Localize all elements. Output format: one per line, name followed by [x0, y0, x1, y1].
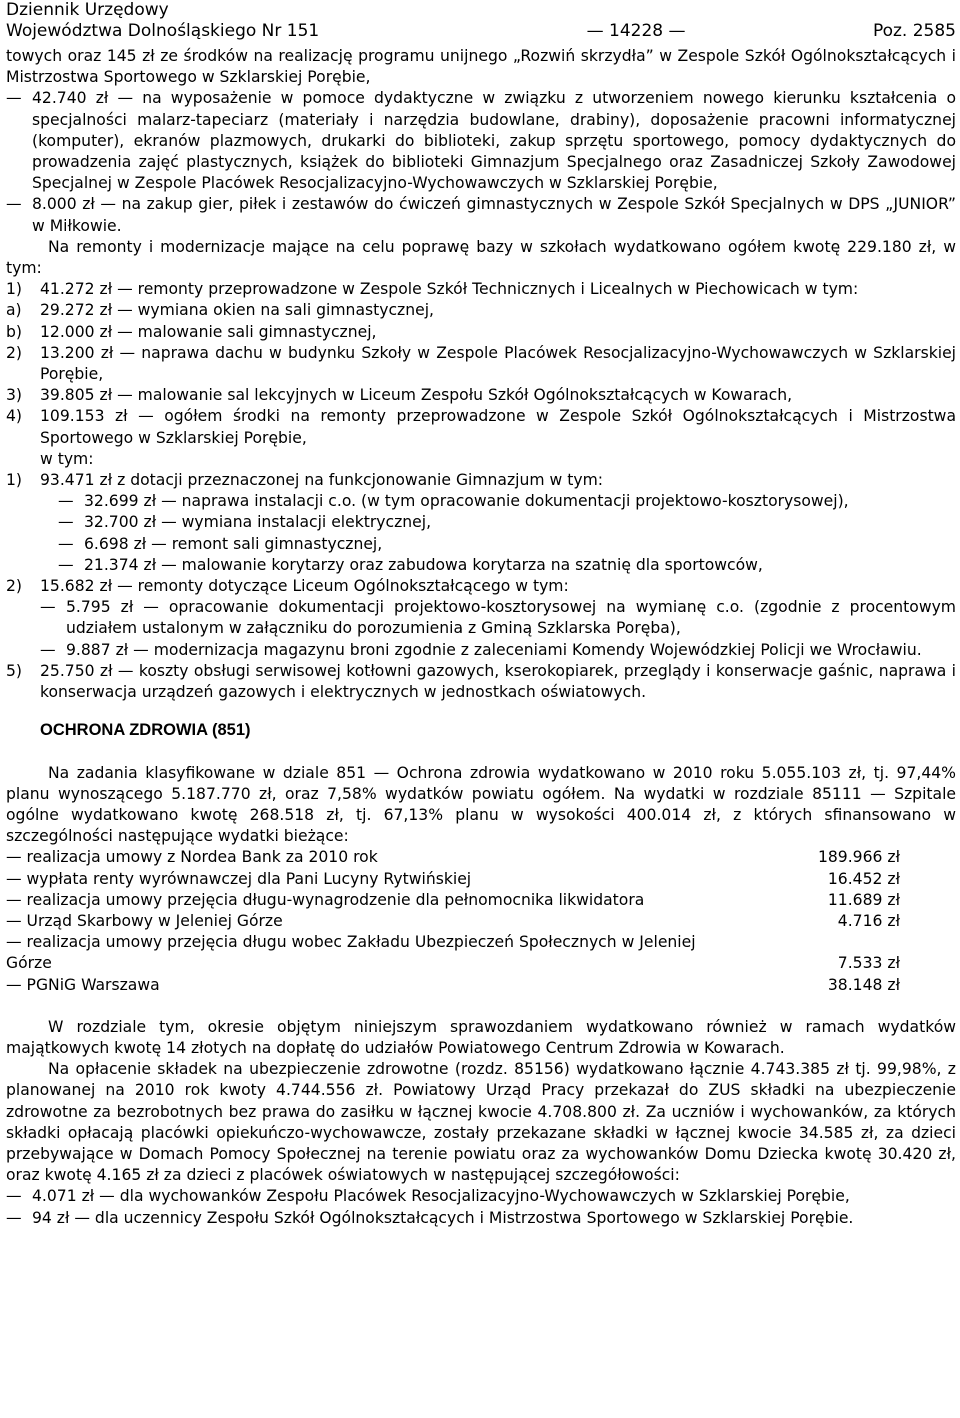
section-heading: OCHRONA ZDROWIA (851) — [40, 721, 251, 740]
paragraph: w tym: — [40, 449, 94, 468]
dash-marker: — — [58, 555, 74, 574]
dash-marker: — — [58, 513, 74, 532]
list-item — [58, 534, 956, 555]
paragraph: Na opłacenie składek na ubezpieczenie zdrowotne (rozdz. 85156) wydatkowano łącznie 4.743.385 zł tj. 99,98%, z planowanej na 2010 rok kwoty 4.744.556 zł. Powiatowy Urząd Pracy przekazał do ZUS składki na ubezpieczenie zdrowotne za bezrobotnych bez prawa do zasiłku w łącznej kwocie 4.708.800 zł. Za uczniów i wychowanków, za których składki opłacają placówki opiekuńczo-wychowawcze, zostały przekazane składki w łącznej kwocie 34.585 zł, za dzieci przebywające w Domach Pomocy Społecznej na terenie powiatu oraz za wychowanków Domu Dziecka kwotę 30.420 zł, oraz kwotę 4.165 zł za dzieci z placówek oświatowych w następującej szczegółowości: — [6, 1060, 956, 1185]
expense-label: — PGNiG Warszawa — [6, 975, 160, 994]
item-letter: b) — [6, 322, 22, 341]
table-row — [6, 847, 956, 868]
list-item-text: 94 zł — dla uczennicy Zespołu Szkół Ogólnokształcących i Mistrzostwa Sportowego w Szklarskiej Porębie. — [32, 1208, 854, 1227]
dash-marker: — — [6, 1187, 22, 1206]
item-number: 4) — [6, 407, 23, 426]
item-text: 12.000 zł — malowanie sali gimnastycznej, — [40, 322, 377, 341]
position-number: Poz. 2585 — [872, 21, 956, 41]
table-row — [6, 911, 956, 932]
numbered-item — [6, 470, 956, 491]
document-body — [6, 46, 956, 1229]
dash-marker: — — [58, 492, 74, 511]
list-item-text: 32.699 zł — naprawa instalacji c.o. (w tym opracowanie dokumentacji projektowo-kosztorysowej), — [84, 492, 849, 511]
expense-amount: 4.716 zł — [837, 911, 900, 930]
item-text: 39.805 zł — malowanie sal lekcyjnych w Liceum Zespołu Szkół Ogólnokształcących w Kowarach, — [40, 386, 793, 405]
item-letter: a) — [6, 301, 22, 320]
numbered-item — [6, 343, 956, 385]
list-item-text: 8.000 zł — na zakup gier, piłek i zestawów do ćwiczeń gimnastycznych w Zespole Szkół Specjalnych w DPS „JUNIOR” w Miłkowie. — [32, 195, 956, 235]
expense-label: — Urząd Skarbowy w Jeleniej Górze — [6, 911, 283, 930]
item-number: 1) — [6, 471, 23, 490]
item-number: 3) — [6, 386, 23, 405]
numbered-item — [6, 279, 956, 300]
item-text: 15.682 zł — remonty dotyczące Liceum Ogólnokształcącego w tym: — [40, 577, 569, 596]
dash-marker: — — [40, 640, 56, 659]
list-item — [40, 597, 956, 639]
dash-marker: — — [40, 598, 56, 617]
paragraph: W rozdziale tym, okresie objętym niniejszym sprawozdaniem wydatkowano również w ramach wydatków majątkowych kwotę 14 złotych na dopłatę do udziałów Powiatowego Centrum Zdrowia w Kowarach. — [6, 1017, 956, 1057]
table-row — [6, 869, 956, 890]
list-item — [58, 555, 956, 576]
numbered-item — [6, 300, 956, 321]
page-number: — 14228 — — [586, 21, 686, 41]
dash-marker: — — [6, 89, 22, 108]
item-text: 29.272 zł — wymiana okien na sali gimnastycznej, — [40, 301, 434, 320]
expense-label: — realizacja umowy przejęcia długu wobec Zakładu Ubezpieczeń Społecznych w Jeleniej Górze — [6, 933, 696, 973]
list-item-text: 6.698 zł — remont sali gimnastycznej, — [84, 534, 383, 553]
list-item-text: 42.740 zł — na wyposażenie w pomoce dydaktyczne w związku z utworzeniem nowego kierunku kształcenia o specjalności malarz-tapeciarz (materiały i narzędzia budowlane, drabiny), doposażenie pracowni informatycznej (komputer), ekranów plazmowych, drukarki do biblioteki, zakup sprzętu sportowego, pomocy dydaktycznych do prowadzenia zajęć plastycznych, książek do biblioteki Gimnazjum Specjalnego oraz Zasadniczej Szkoły Zawodowej Specjalnej w Zespole Placówek Resocjalizacyjno-Wychowawczych w Szklarskiej Porębie, — [32, 89, 956, 193]
item-number: 1) — [6, 280, 23, 299]
list-item-text: 32.700 zł — wymiana instalacji elektrycznej, — [84, 513, 432, 532]
list-item — [58, 512, 956, 533]
table-row — [6, 932, 956, 974]
journal-title: Dziennik Urzędowy — [6, 0, 169, 20]
list-item — [6, 194, 956, 236]
dash-marker: — — [6, 1208, 22, 1227]
dash-marker: — — [6, 195, 22, 214]
table-row — [6, 975, 956, 996]
numbered-item — [6, 406, 956, 448]
paragraph: Na remonty i modernizacje mające na celu poprawę bazy w szkołach wydatkowano ogółem kwotę 229.180 zł, w tym: — [6, 237, 956, 278]
paragraph: towych oraz 145 zł ze środków na realizację programu unijnego „Rozwiń skrzydła” w Zespole Szkół Ogólnokształcących i Mistrzostwa Sportowego w Szklarskiej Porębie, — [6, 47, 956, 87]
dash-marker: — — [58, 534, 74, 553]
numbered-item — [6, 661, 956, 703]
expense-amount: 16.452 zł — [827, 869, 900, 888]
item-number: 5) — [6, 661, 23, 680]
numbered-item — [6, 576, 956, 597]
item-text: 109.153 zł — ogółem środki na remonty przeprowadzone w Zespole Szkół Ogólnokształcących i Mistrzostwa Sportowego w Szklarskiej Porębie, — [40, 407, 956, 447]
expense-amount: 11.689 zł — [827, 890, 900, 909]
item-number: 2) — [6, 343, 23, 362]
list-item-text: 21.374 zł — malowanie korytarzy oraz zabudowa korytarza na szatnię dla sportowców, — [84, 555, 763, 574]
list-item-text: 9.887 zł — modernizacja magazynu broni zgodnie z zaleceniami Komendy Wojewódzkiej Policji we Wrocławiu. — [66, 640, 922, 659]
expense-label: — realizacja umowy z Nordea Bank za 2010 rok — [6, 848, 378, 867]
list-item — [40, 640, 956, 661]
list-item — [58, 491, 956, 512]
paragraph: Na zadania klasyfikowane w dziale 851 — Ochrona zdrowia wydatkowano w 2010 roku 5.055.103 zł, tj. 97,44% planu wynoszącego 5.187.770 zł, oraz 7,58% wydatków powiatu ogółem. Na wydatki w rozdziale 85111 — Szpitale ogólne wydatkowano kwotę 268.518 zł, tj. 67,13% planu w wysokości 400.014 zł, z których sfinansowano w szczególności następujące wydatki bieżące: — [6, 763, 956, 846]
item-text: 41.272 zł — remonty przeprowadzone w Zespole Szkół Technicznych i Licealnych w Piechowicach w tym: — [40, 280, 859, 299]
list-item — [6, 1208, 956, 1229]
numbered-item — [6, 385, 956, 406]
page-header — [6, 0, 956, 42]
list-item-text: 5.795 zł — opracowanie dokumentacji projektowo-kosztorysowej na wymianę c.o. (zgodnie z procentowym udziałem ustalonym w załączniku do porozumienia z Gminą Szklarska Poręba), — [66, 598, 956, 638]
list-item — [6, 88, 956, 194]
table-row — [6, 890, 956, 911]
header-row — [6, 21, 956, 42]
item-text: 13.200 zł — naprawa dachu w budynku Szkoły w Zespole Placówek Resocjalizacyjno-Wychowawczych w Szklarskiej Porębie, — [40, 343, 956, 384]
spacer — [6, 996, 956, 1017]
expense-label: — realizacja umowy przejęcia długu-wynagrodzenie dla pełnomocnika likwidatora — [6, 890, 645, 909]
item-text: 25.750 zł — koszty obsługi serwisowej kotłowni gazowych, kserokopiarek, przeglądy i konserwacje gaśnic, naprawa i konserwacja urządzeń gazowych i elektrycznych w jednostkach oświatowych. — [40, 661, 956, 702]
expense-amount: 38.148 zł — [827, 975, 900, 994]
numbered-item — [6, 322, 956, 343]
list-item-text: 4.071 zł — dla wychowanków Zespołu Placówek Resocjalizacyjno-Wychowawczych w Szklarskiej Porębie, — [32, 1187, 850, 1206]
journal-region: Województwa Dolnośląskiego Nr 151 — [6, 21, 320, 41]
expense-label: — wypłata renty wyrównawczej dla Pani Lucyny Rytwińskiej — [6, 869, 472, 888]
item-number: 2) — [6, 577, 23, 596]
item-text: 93.471 zł z dotacji przeznaczonej na funkcjonowanie Gimnazjum w tym: — [40, 471, 604, 490]
expense-amount: 7.533 zł — [837, 954, 900, 973]
list-item — [6, 1186, 956, 1207]
expenses-table — [6, 847, 956, 995]
expense-amount: 189.966 zł — [817, 848, 900, 867]
